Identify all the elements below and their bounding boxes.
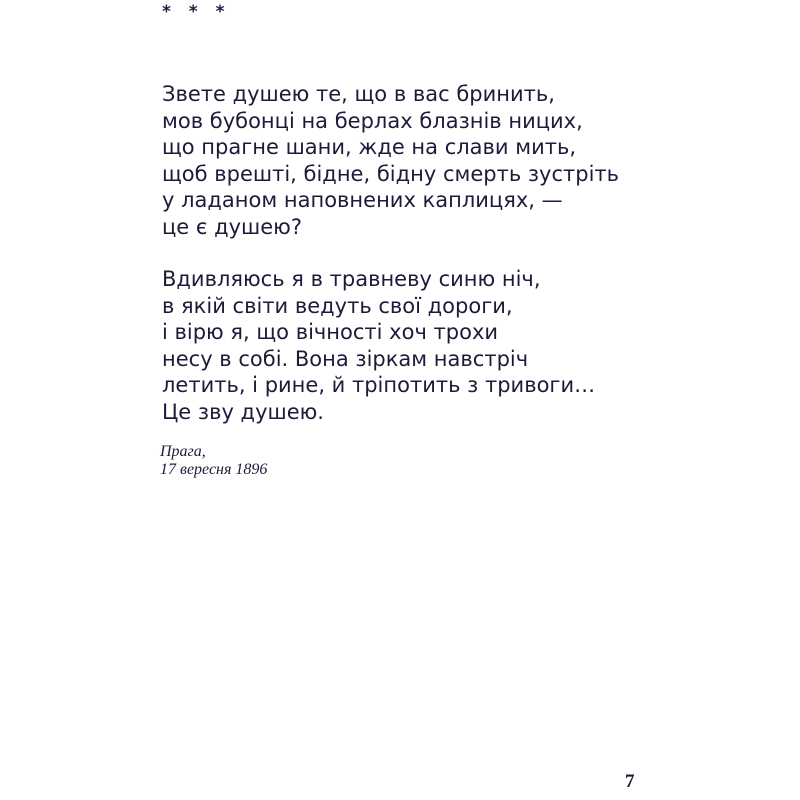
poem-line: Звете душею те, що в вас бринить,: [162, 82, 555, 106]
poem-signature: [160, 443, 267, 479]
poem-body: [162, 81, 762, 425]
stanza-1: [162, 81, 762, 240]
poem-line: щоб врешті, бідне, бідну смерть зустріть: [162, 161, 620, 186]
poem-line: це є душею?: [162, 214, 302, 239]
poem-line: Це зву душею.: [162, 399, 324, 424]
poem-line: летить, і рине, й тріпотить з тривоги…: [162, 373, 596, 397]
signature-date: 17 вересня 1896: [160, 461, 268, 478]
poem-line: у ладаном наповнених каплицях, —: [162, 188, 563, 212]
poem-line: і вірю я, що вічності хоч трохи: [162, 320, 499, 344]
poem-line: в якій світи ведуть свої дороги,: [162, 293, 513, 318]
poem-line: мов бубонці на берлах блазнів ницих,: [162, 108, 583, 133]
poem-line: несу в собі. Вона зіркам навстріч: [162, 346, 529, 371]
poem-line: Вдивляюсь я в травневу синю ніч,: [162, 267, 541, 291]
signature-place: Прага,: [160, 443, 206, 460]
poem-line: що прагне шани, жде на слави мить,: [162, 135, 577, 159]
section-asterisms: * * *: [162, 2, 231, 22]
page-number: 7: [625, 771, 635, 792]
stanza-2: [162, 266, 762, 425]
